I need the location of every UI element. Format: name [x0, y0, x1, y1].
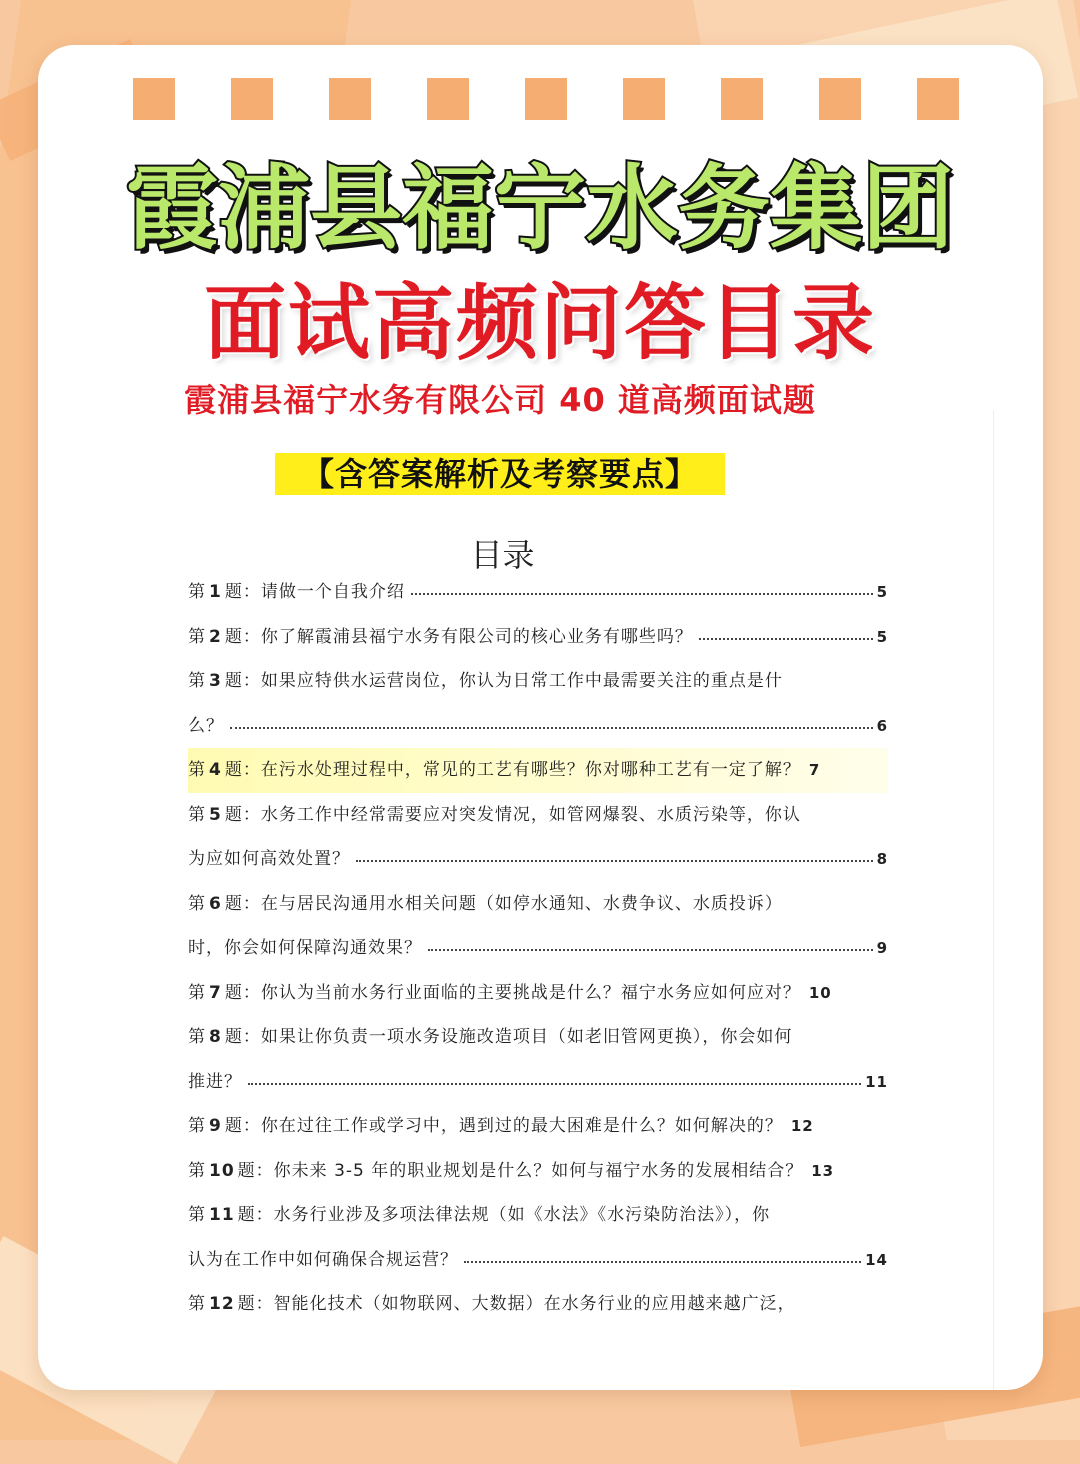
toc-entry-prefix: 第: [188, 982, 206, 1003]
toc-entry[interactable]: [188, 1015, 888, 1060]
toc-entry[interactable]: [188, 704, 888, 749]
toc-page-number: 10: [808, 983, 832, 1002]
toc-entry-suffix: 题：: [237, 1160, 274, 1181]
toc-entry-suffix: 题：: [224, 760, 261, 781]
toc-entry-number: 5: [209, 804, 222, 825]
toc-entry-number: 1: [209, 582, 222, 603]
toc-entry-number: 3: [209, 671, 222, 692]
toc-entry[interactable]: [188, 659, 888, 704]
toc-entry[interactable]: [188, 615, 888, 660]
toc-page-number: 5: [876, 583, 888, 602]
toc-entry-text: 你未来 3-5 年的职业规划是什么？如何与福宁水务的发展相结合？: [273, 1160, 804, 1181]
toc-entry[interactable]: [188, 882, 888, 927]
toc-leader-dots: [356, 852, 873, 862]
toc-entry-prefix: 第: [188, 671, 206, 692]
toc-entry[interactable]: [188, 1193, 888, 1238]
binder-hole: [133, 78, 175, 120]
toc-entry-prefix: 第: [188, 1116, 206, 1137]
toc-entry-text: 水务工作中经常需要应对突发情况，如管网爆裂、水质污染等，你认: [260, 804, 801, 825]
toc-leader-dots: [428, 941, 873, 951]
binder-hole: [329, 78, 371, 120]
toc-entry-number: 7: [209, 982, 222, 1003]
toc-entry-text: 智能化技术（如物联网、大数据）在水务行业的应用越来越广泛，: [273, 1294, 796, 1315]
toc-entry-number: 9: [209, 1116, 222, 1137]
toc-page-number: 6: [876, 716, 888, 735]
toc-entry-suffix: 题：: [224, 671, 261, 692]
toc-entry-text: 时，你会如何保障沟通效果？: [188, 938, 422, 959]
toc-leader-dots: [464, 1253, 861, 1263]
table-of-contents: [188, 570, 888, 1327]
toc-entry[interactable]: [188, 837, 888, 882]
toc-entry-text: 水务行业涉及多项法律法规（如《水法》《水污染防治法》），你: [273, 1205, 771, 1226]
sub-title: 面试高频问答目录: [203, 276, 876, 371]
toc-entry[interactable]: [188, 1238, 888, 1283]
answer-note-badge: 【含答案解析及考察要点】: [275, 453, 725, 495]
toc-entry[interactable]: [188, 1149, 888, 1194]
toc-page-number: 9: [876, 939, 888, 958]
toc-entry-suffix: 题：: [224, 1027, 261, 1048]
toc-leader-dots: [230, 719, 873, 729]
toc-entry-text: 如果让你负责一项水务设施改造项目（如老旧管网更换），你会如何: [260, 1027, 793, 1048]
toc-page-number: 12: [790, 1117, 814, 1136]
toc-entry-text: 在污水处理过程中，常见的工艺有哪些？你对哪种工艺有一定了解？: [260, 760, 801, 781]
toc-entry-text: 如果应特供水运营岗位，你认为日常工作中最需要关注的重点是什: [260, 671, 783, 692]
toc-page-number: 7: [808, 761, 821, 780]
main-title: 霞浦县福宁水务集团: [125, 155, 954, 262]
toc-entry-text: 推进？: [188, 1071, 242, 1092]
toc-entry-prefix: 第: [188, 626, 206, 647]
toc-entry-number: 12: [209, 1294, 235, 1315]
toc-leader-dots: [699, 630, 873, 640]
toc-entry-suffix: 题：: [224, 582, 261, 603]
binder-hole: [917, 78, 959, 120]
toc-entry-number: 8: [209, 1027, 222, 1048]
toc-entry-text: 么？: [188, 715, 224, 736]
toc-entry[interactable]: [188, 1104, 888, 1149]
toc-entry-prefix: 第: [188, 582, 206, 603]
toc-entry-prefix: 第: [188, 1160, 206, 1181]
toc-leader-dots: [411, 585, 873, 595]
toc-heading: 目录: [470, 536, 535, 574]
toc-page-number: 8: [876, 850, 888, 869]
binder-hole: [819, 78, 861, 120]
toc-entry-prefix: 第: [188, 1294, 206, 1315]
toc-entry-text: 你认为当前水务行业面临的主要挑战是什么？福宁水务应如何应对？: [260, 982, 801, 1003]
toc-entry-prefix: 第: [188, 893, 206, 914]
toc-entry-number: 4: [209, 760, 222, 781]
toc-page-number: 13: [811, 1161, 835, 1180]
toc-entry-text: 在与居民沟通用水相关问题（如停水通知、水费争议、水质投诉）: [260, 893, 783, 914]
toc-entry-prefix: 第: [188, 1205, 206, 1226]
toc-entry-text: 你了解霞浦县福宁水务有限公司的核心业务有哪些吗？: [260, 626, 693, 647]
toc-entry-text: 你在过往工作或学习中，遇到过的最大困难是什么？如何解决的？: [260, 1116, 783, 1137]
toc-entry[interactable]: [188, 971, 888, 1016]
toc-entry[interactable]: [188, 926, 888, 971]
toc-page-number: 5: [876, 627, 888, 646]
binder-hole: [525, 78, 567, 120]
toc-entry-prefix: 第: [188, 1027, 206, 1048]
toc-entry-suffix: 题：: [224, 804, 261, 825]
toc-entry-prefix: 第: [188, 760, 206, 781]
binder-hole: [427, 78, 469, 120]
toc-entry-text: 认为在工作中如何确保合规运营？: [188, 1249, 458, 1270]
toc-entry-text: 为应如何高效处置？: [188, 849, 350, 870]
toc-entry-text: 请做一个自我介绍: [260, 582, 405, 603]
toc-entry[interactable]: [188, 1282, 888, 1327]
document-subtitle: 霞浦县福宁水务有限公司 40 道高频面试题: [184, 381, 816, 419]
binder-holes: [133, 78, 959, 120]
toc-page-number: 11: [865, 1072, 888, 1091]
toc-leader-dots: [248, 1075, 861, 1085]
toc-entry-suffix: 题：: [224, 1116, 261, 1137]
binder-hole: [721, 78, 763, 120]
toc-entry[interactable]: [188, 570, 888, 615]
toc-entry-number: 11: [209, 1205, 235, 1226]
toc-entry-suffix: 题：: [237, 1205, 274, 1226]
binder-hole: [231, 78, 273, 120]
toc-entry[interactable]: [188, 1060, 888, 1105]
binder-hole: [623, 78, 665, 120]
toc-entry-prefix: 第: [188, 804, 206, 825]
toc-entry-number: 2: [209, 626, 222, 647]
toc-page-number: 14: [865, 1250, 888, 1269]
toc-entry[interactable]: [188, 793, 888, 838]
toc-entry-number: 10: [209, 1160, 235, 1181]
toc-entry[interactable]: [188, 748, 888, 793]
toc-entry-suffix: 题：: [224, 982, 261, 1003]
toc-entry-suffix: 题：: [237, 1294, 274, 1315]
toc-entry-suffix: 题：: [224, 893, 261, 914]
toc-entry-number: 6: [209, 893, 222, 914]
toc-entry-suffix: 题：: [224, 626, 261, 647]
